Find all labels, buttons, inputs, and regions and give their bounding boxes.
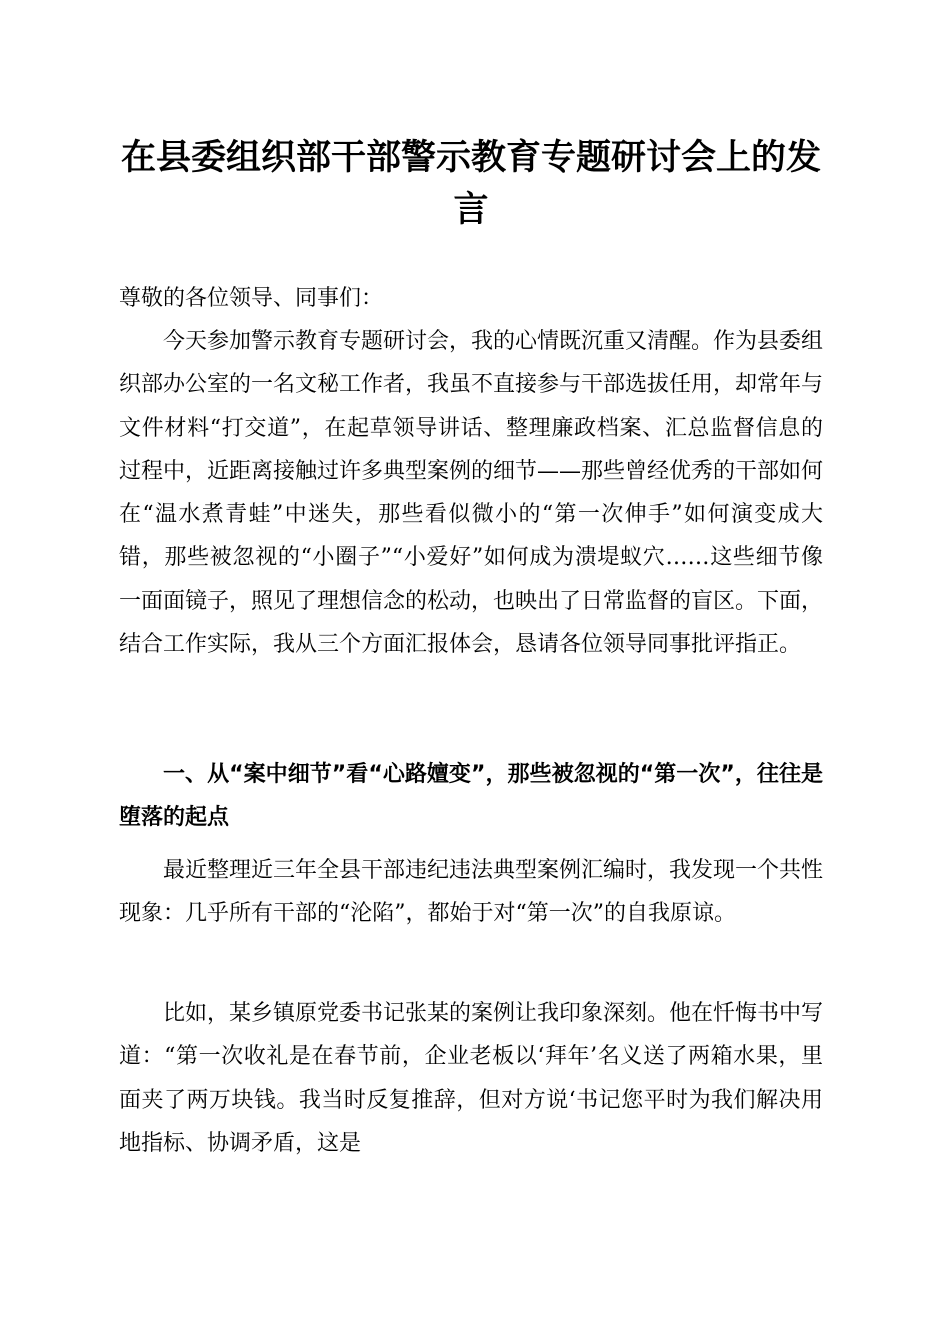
document-title: 在县委组织部干部警示教育专题研讨会上的发言: [120, 137, 821, 230]
paragraph-intro: 今天参加警示教育专题研讨会，我的心情既沉重又清醒。作为县委组织部办公室的一名文秘工作者，我虽不直接参与干部选拔任用，却常年与文件材料“打交道”，在起草领导讲话、整理廉政档案、汇总监督信息的过程中，近距离接触过许多典型案例的细节——那些曾经优秀的干部如何在“温水煮青蛙”中迷失，那些看似微小的“第一次伸手”如何演变成大错，那些被忽视的“小圈子”“小爱好”如何成为溃堤蚁穴……这些细节像一面面镜子，照见了理想信念的松动，也映出了日常监督的盲区。下面，结合工作实际，我从三个方面汇报体会，恳请各位领导同事批评指正。: [119, 329, 824, 658]
paragraph-observation: 最近整理近三年全县干部违纪违法典型案例汇编时，我发现一个共性现象：几乎所有干部的“沦陷”，都始于对“第一次”的自我原谅。: [119, 858, 824, 927]
section-heading-1: 一、从“案中细节”看“心路嬗变”，那些被忽视的“第一次”，往往是堕落的起点: [119, 762, 823, 831]
paragraph-case-example: 比如，某乡镇原党委书记张某的案例让我印象深刻。他在忏悔书中写道：“第一次收礼是在春节前，企业老板以‘拜年’名义送了两箱水果，里面夹了两万块钱。我当时反复推辞，但对方说‘书记您平时为我们解决用地指标、协调矛盾，这是: [119, 1001, 824, 1156]
salutation: 尊敬的各位领导、同事们：: [119, 286, 384, 311]
